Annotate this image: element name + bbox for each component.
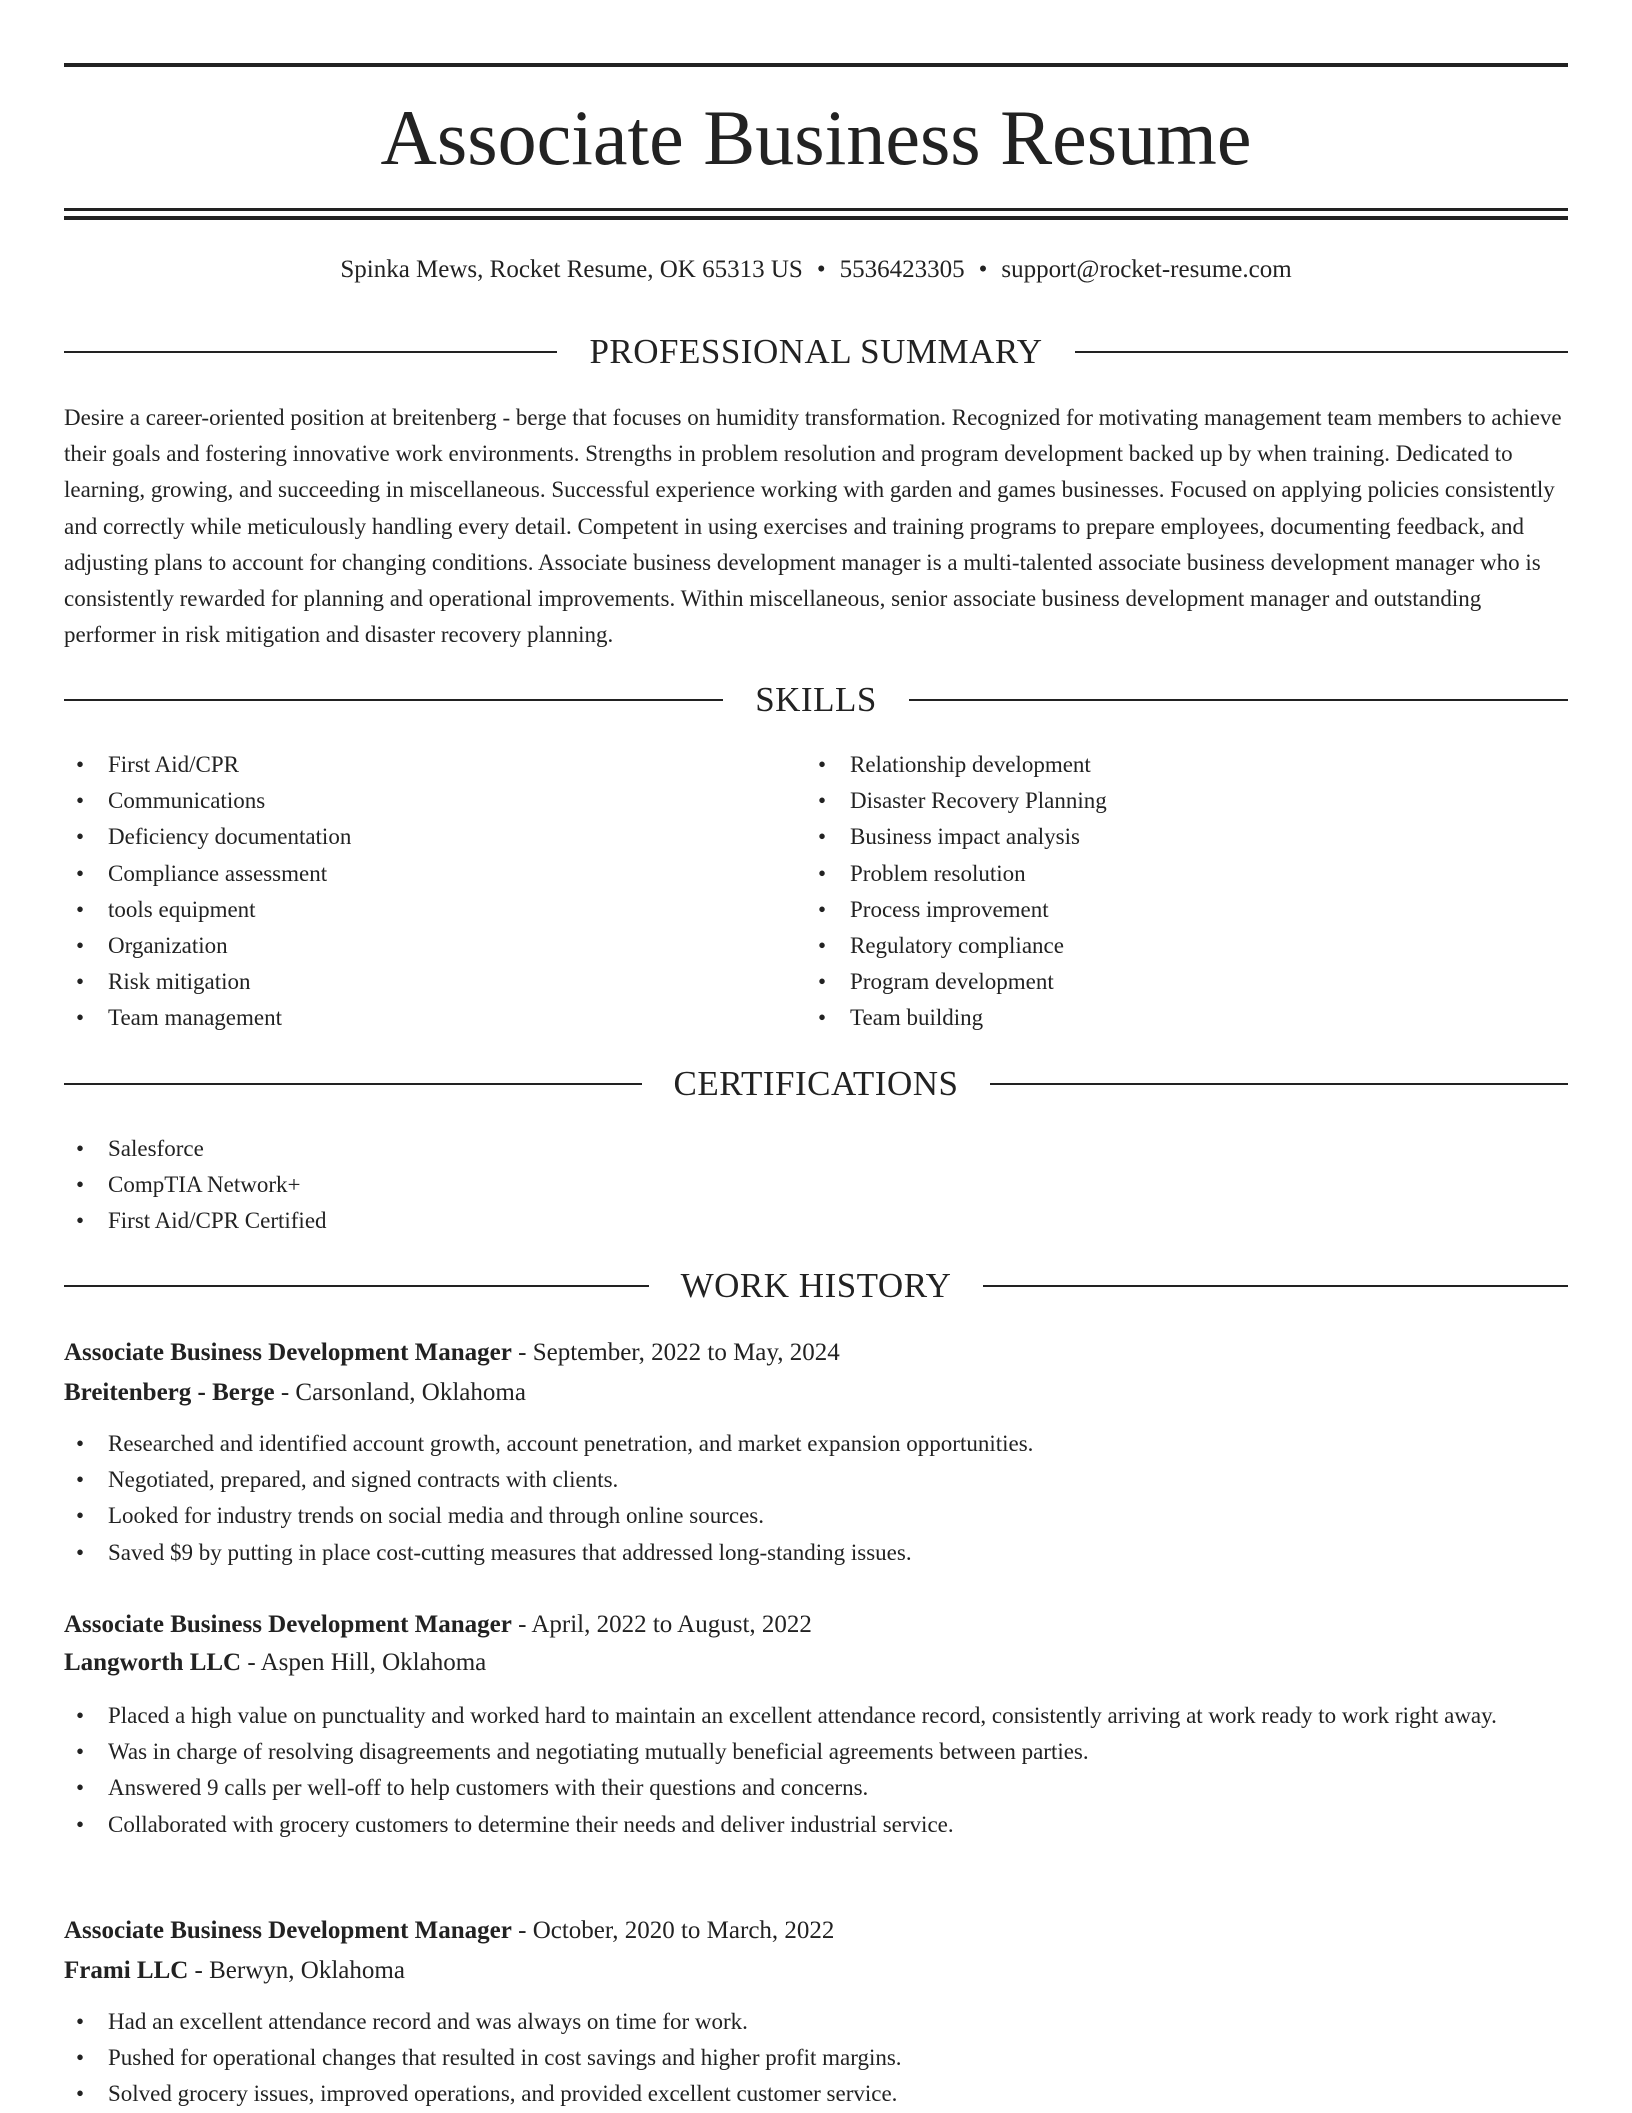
contact-email: support@rocket-resume.com — [1001, 256, 1292, 283]
certification-item: • First Aid/CPR Certified — [64, 1203, 1568, 1239]
section-heading-work-history — [64, 1264, 1568, 1308]
skill-item: • Risk mitigation — [64, 964, 804, 1000]
job-bullets — [64, 1426, 1568, 1571]
heading-rule-right — [1075, 351, 1568, 353]
certification-item: • CompTIA Network+ — [64, 1167, 1568, 1203]
section-heading-summary — [64, 330, 1568, 374]
job-bullets — [64, 2004, 1568, 2113]
job-company-line — [64, 1643, 1568, 1683]
section-heading-skills — [64, 678, 1568, 722]
resume-title: Associate Business Resume — [380, 94, 1252, 181]
skill-item: • Disaster Recovery Planning — [806, 783, 1546, 819]
job-title-line — [64, 1333, 1568, 1373]
job-bullet: • Researched and identified account growth, account penetration, and market expansion opportunities. — [64, 1426, 1568, 1462]
heading-rule-left — [64, 1285, 649, 1287]
job-title: Associate Business Development Manager — [64, 1339, 512, 1366]
skill-item: • Team building — [806, 1000, 1546, 1036]
skill-item: • Regulatory compliance — [806, 928, 1546, 964]
contact-address: Spinka Mews, Rocket Resume, OK 65313 US — [340, 256, 803, 283]
job-bullet: • Collaborated with grocery customers to determine their needs and deliver industrial service. — [64, 1807, 1568, 1843]
contact-separator: • — [978, 256, 988, 283]
job-dates: - September, 2022 to May, 2024 — [511, 1339, 840, 1366]
section-heading-label: CERTIFICATIONS — [673, 1064, 959, 1103]
job-bullet: • Negotiated, prepared, and signed contracts with clients. — [64, 1462, 1568, 1498]
job-location: - Carsonland, Oklahoma — [274, 1379, 526, 1406]
skill-item: • Compliance assessment — [64, 856, 804, 892]
job-bullet: • Pushed for operational changes that resulted in cost savings and higher profit margins. — [64, 2040, 1568, 2076]
job-company: Frami LLC — [64, 1957, 189, 1984]
certification-item: • Salesforce — [64, 1131, 1568, 1167]
job-bullet: • Had an excellent attendance record and was always on time for work. — [64, 2004, 1568, 2040]
job-title-line — [64, 1911, 1568, 1951]
job-bullets — [64, 1698, 1568, 1843]
heading-rule-left — [64, 351, 557, 353]
heading-rule-left — [64, 699, 723, 701]
job-bullet: • Saved $9 by putting in place cost-cutting measures that addressed long-standing issues. — [64, 1535, 1568, 1571]
section-heading-certifications — [64, 1062, 1568, 1106]
certifications-list — [64, 1131, 1568, 1240]
job-company: Breitenberg - Berge — [64, 1379, 275, 1406]
heading-rule-right — [909, 699, 1568, 701]
skill-item: • Program development — [806, 964, 1546, 1000]
section-heading-label: WORK HISTORY — [680, 1266, 952, 1305]
heading-rule-right — [990, 1083, 1568, 1085]
job-company: Langworth LLC — [64, 1649, 242, 1676]
skill-item: • Team management — [64, 1000, 804, 1036]
skill-item: • Process improvement — [806, 892, 1546, 928]
job-location: - Aspen Hill, Oklahoma — [241, 1649, 487, 1676]
heading-rule-right — [983, 1285, 1568, 1287]
header-double-rule-lower — [64, 216, 1568, 220]
skills-list-left — [64, 747, 804, 1037]
section-heading-label: SKILLS — [755, 680, 877, 719]
skill-item: • Communications — [64, 783, 804, 819]
header-top-rule — [64, 63, 1568, 67]
job-bullet: • Answered 9 calls per well-off to help customers with their questions and concerns. — [64, 1770, 1568, 1806]
job-location: - Berwyn, Oklahoma — [188, 1957, 405, 1984]
skill-item: • Problem resolution — [806, 856, 1546, 892]
job-title: Associate Business Development Manager — [64, 1611, 512, 1638]
job-bullet: • Placed a high value on punctuality and worked hard to maintain an excellent attendance record, consistently arriving at work ready to work right away. — [64, 1698, 1568, 1734]
skill-item: • Business impact analysis — [806, 819, 1546, 855]
job-title-line — [64, 1605, 1568, 1645]
job-bullet: • Solved grocery issues, improved operations, and provided excellent customer service. — [64, 2076, 1568, 2112]
job-dates: - April, 2022 to August, 2022 — [511, 1611, 812, 1638]
contact-separator: • — [816, 256, 826, 283]
job-company-line — [64, 1373, 1568, 1413]
skill-item: • First Aid/CPR — [64, 747, 804, 783]
job-title: Associate Business Development Manager — [64, 1917, 512, 1944]
job-dates: - October, 2020 to March, 2022 — [511, 1917, 835, 1944]
job-bullet: • Looked for industry trends on social media and through online sources. — [64, 1498, 1568, 1534]
job-bullet: • Was in charge of resolving disagreements and negotiating mutually beneficial agreements between parties. — [64, 1734, 1568, 1770]
summary-text: Desire a career-oriented position at breitenberg - berge that focuses on humidity transformation. Recognized for motivating management team members to achieve their goals and fostering innovative work environments. Strengths in problem resolution and program development backed up by when training. Dedicated to learning, growing, and succeeding in miscellaneous. Successful experience working with garden and games businesses. Focused on applying policies consistently and correctly while meticulously handling every detail. Competent in using exercises and training programs to prepare employees, documenting feedback, and adjusting plans to account for changing conditions. Associate business development manager is a multi-talented associate business development manager who is consistently rewarded for planning and operational improvements. Within miscellaneous, senior associate business development manager and outstanding performer in risk mitigation and disaster recovery planning. — [64, 405, 1562, 648]
skills-list-right — [806, 747, 1546, 1037]
skill-item: • tools equipment — [64, 892, 804, 928]
header-double-rule-upper — [64, 208, 1568, 211]
skill-item: • Relationship development — [806, 747, 1546, 783]
skill-item: • Organization — [64, 928, 804, 964]
contact-line — [64, 252, 1568, 288]
skill-item: • Deficiency documentation — [64, 819, 804, 855]
section-heading-label: PROFESSIONAL SUMMARY — [589, 332, 1043, 371]
job-company-line — [64, 1951, 1568, 1991]
contact-phone: 5536423305 — [839, 256, 965, 283]
heading-rule-left — [64, 1083, 642, 1085]
